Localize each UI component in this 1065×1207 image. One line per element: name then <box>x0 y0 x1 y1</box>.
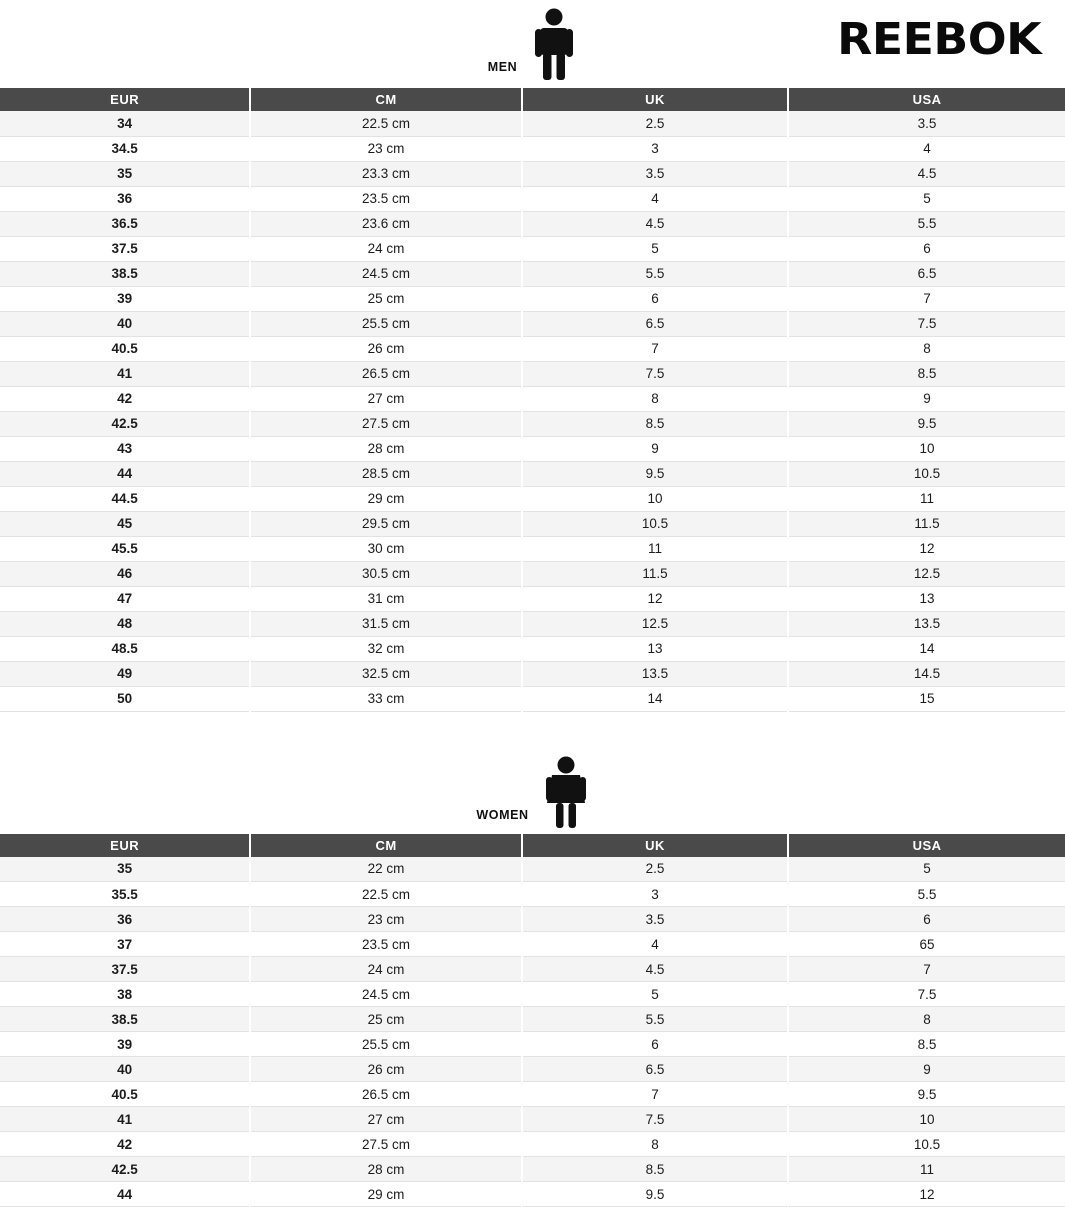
men-col-header-eur: EUR <box>0 88 250 111</box>
men-cell-uk: 12.5 <box>522 611 788 636</box>
men-cell-uk: 10.5 <box>522 511 788 536</box>
table-row <box>0 286 1065 311</box>
table-row <box>0 982 1065 1007</box>
women-cell-uk: 3 <box>522 882 788 907</box>
women-cell-eur: 44 <box>0 1182 250 1207</box>
section-divider <box>0 712 1065 748</box>
men-col-header-usa: USA <box>788 88 1065 111</box>
men-cell-usa: 12 <box>788 536 1065 561</box>
table-row <box>0 686 1065 711</box>
men-cell-cm: 29 cm <box>250 486 522 511</box>
women-cell-usa: 10.5 <box>788 1132 1065 1157</box>
men-cell-usa: 14.5 <box>788 661 1065 686</box>
table-row <box>0 386 1065 411</box>
men-cell-cm: 23.5 cm <box>250 186 522 211</box>
women-cell-cm: 26 cm <box>250 1057 522 1082</box>
men-cell-uk: 7 <box>522 336 788 361</box>
men-cell-usa: 9 <box>788 386 1065 411</box>
men-cell-uk: 11.5 <box>522 561 788 586</box>
women-cell-cm: 27 cm <box>250 1107 522 1132</box>
table-row <box>0 161 1065 186</box>
table-row <box>0 586 1065 611</box>
women-cell-usa: 11 <box>788 1157 1065 1182</box>
men-cell-eur: 47 <box>0 586 250 611</box>
men-cell-eur: 43 <box>0 436 250 461</box>
men-cell-uk: 12 <box>522 586 788 611</box>
women-cell-eur: 38.5 <box>0 1007 250 1032</box>
women-cell-cm: 29 cm <box>250 1182 522 1207</box>
women-cell-eur: 42.5 <box>0 1157 250 1182</box>
men-cell-eur: 37.5 <box>0 236 250 261</box>
men-cell-cm: 30.5 cm <box>250 561 522 586</box>
table-row <box>0 461 1065 486</box>
women-cell-eur: 38 <box>0 982 250 1007</box>
men-cell-eur: 41 <box>0 361 250 386</box>
women-cell-eur: 37 <box>0 932 250 957</box>
men-cell-uk: 3.5 <box>522 161 788 186</box>
men-cell-uk: 5.5 <box>522 261 788 286</box>
women-cell-eur: 36 <box>0 907 250 932</box>
women-cell-cm: 22 cm <box>250 857 522 882</box>
male-figure-icon <box>531 7 577 86</box>
men-label: MEN <box>488 60 518 74</box>
men-cell-eur: 34 <box>0 111 250 136</box>
men-cell-cm: 22.5 cm <box>250 111 522 136</box>
men-cell-usa: 15 <box>788 686 1065 711</box>
men-cell-uk: 14 <box>522 686 788 711</box>
women-cell-uk: 5 <box>522 982 788 1007</box>
men-cell-usa: 4 <box>788 136 1065 161</box>
men-cell-usa: 7 <box>788 286 1065 311</box>
women-cell-usa: 8.5 <box>788 1032 1065 1057</box>
men-cell-cm: 31.5 cm <box>250 611 522 636</box>
table-row <box>0 957 1065 982</box>
men-cell-uk: 13.5 <box>522 661 788 686</box>
women-cell-usa: 9 <box>788 1057 1065 1082</box>
women-col-header-eur: EUR <box>0 834 250 857</box>
women-cell-uk: 4.5 <box>522 957 788 982</box>
women-cell-usa: 10 <box>788 1107 1065 1132</box>
men-cell-cm: 26 cm <box>250 336 522 361</box>
men-cell-uk: 11 <box>522 536 788 561</box>
men-cell-cm: 29.5 cm <box>250 511 522 536</box>
female-figure-icon <box>543 755 589 834</box>
men-cell-eur: 39 <box>0 286 250 311</box>
men-cell-eur: 40 <box>0 311 250 336</box>
women-cell-cm: 26.5 cm <box>250 1082 522 1107</box>
women-col-header-uk: UK <box>522 834 788 857</box>
men-cell-cm: 25.5 cm <box>250 311 522 336</box>
men-cell-usa: 5 <box>788 186 1065 211</box>
women-cell-uk: 6.5 <box>522 1057 788 1082</box>
men-cell-eur: 48 <box>0 611 250 636</box>
women-cell-eur: 37.5 <box>0 957 250 982</box>
women-cell-usa: 12 <box>788 1182 1065 1207</box>
women-cell-uk: 8 <box>522 1132 788 1157</box>
men-cell-eur: 42.5 <box>0 411 250 436</box>
women-cell-cm: 24.5 cm <box>250 982 522 1007</box>
women-cell-uk: 5.5 <box>522 1007 788 1032</box>
women-cell-cm: 24 cm <box>250 957 522 982</box>
men-cell-uk: 3 <box>522 136 788 161</box>
table-row <box>0 136 1065 161</box>
men-cell-cm: 23 cm <box>250 136 522 161</box>
men-cell-eur: 45 <box>0 511 250 536</box>
men-cell-cm: 28 cm <box>250 436 522 461</box>
table-row <box>0 236 1065 261</box>
women-cell-eur: 41 <box>0 1107 250 1132</box>
men-cell-cm: 27 cm <box>250 386 522 411</box>
table-row <box>0 932 1065 957</box>
women-cell-uk: 9.5 <box>522 1182 788 1207</box>
women-cell-eur: 40 <box>0 1057 250 1082</box>
men-cell-uk: 6 <box>522 286 788 311</box>
men-cell-cm: 23.6 cm <box>250 211 522 236</box>
women-cell-uk: 3.5 <box>522 907 788 932</box>
men-cell-usa: 10.5 <box>788 461 1065 486</box>
women-cell-usa: 7 <box>788 957 1065 982</box>
men-cell-usa: 13 <box>788 586 1065 611</box>
table-row <box>0 261 1065 286</box>
men-cell-cm: 31 cm <box>250 586 522 611</box>
table-row <box>0 186 1065 211</box>
men-cell-usa: 9.5 <box>788 411 1065 436</box>
women-cell-cm: 27.5 cm <box>250 1132 522 1157</box>
men-cell-cm: 32 cm <box>250 636 522 661</box>
men-cell-uk: 9.5 <box>522 461 788 486</box>
table-row <box>0 111 1065 136</box>
men-cell-usa: 3.5 <box>788 111 1065 136</box>
men-size-table <box>0 88 1065 712</box>
table-row <box>0 1182 1065 1207</box>
women-cell-cm: 28 cm <box>250 1157 522 1182</box>
men-cell-usa: 7.5 <box>788 311 1065 336</box>
table-row <box>0 611 1065 636</box>
women-section-header <box>0 748 1065 834</box>
table-row <box>0 1107 1065 1132</box>
women-table-header-row <box>0 834 1065 857</box>
table-row <box>0 1082 1065 1107</box>
women-cell-usa: 8 <box>788 1007 1065 1032</box>
men-cell-usa: 13.5 <box>788 611 1065 636</box>
table-row <box>0 882 1065 907</box>
men-cell-usa: 6 <box>788 236 1065 261</box>
women-cell-usa: 5 <box>788 857 1065 882</box>
men-cell-uk: 2.5 <box>522 111 788 136</box>
women-cell-uk: 7.5 <box>522 1107 788 1132</box>
women-cell-cm: 25.5 cm <box>250 1032 522 1057</box>
men-table-header-row <box>0 88 1065 111</box>
men-cell-eur: 36.5 <box>0 211 250 236</box>
women-cell-cm: 23 cm <box>250 907 522 932</box>
men-cell-cm: 33 cm <box>250 686 522 711</box>
table-row <box>0 361 1065 386</box>
men-cell-uk: 7.5 <box>522 361 788 386</box>
table-row <box>0 907 1065 932</box>
men-cell-eur: 48.5 <box>0 636 250 661</box>
women-cell-eur: 35 <box>0 857 250 882</box>
men-cell-uk: 6.5 <box>522 311 788 336</box>
men-cell-usa: 5.5 <box>788 211 1065 236</box>
men-cell-eur: 45.5 <box>0 536 250 561</box>
table-row <box>0 486 1065 511</box>
men-cell-eur: 34.5 <box>0 136 250 161</box>
men-cell-usa: 11.5 <box>788 511 1065 536</box>
men-cell-uk: 4.5 <box>522 211 788 236</box>
women-cell-cm: 25 cm <box>250 1007 522 1032</box>
men-cell-cm: 25 cm <box>250 286 522 311</box>
table-row <box>0 511 1065 536</box>
men-cell-usa: 12.5 <box>788 561 1065 586</box>
men-cell-cm: 26.5 cm <box>250 361 522 386</box>
women-cell-eur: 40.5 <box>0 1082 250 1107</box>
men-cell-cm: 28.5 cm <box>250 461 522 486</box>
table-row <box>0 411 1065 436</box>
men-cell-usa: 8 <box>788 336 1065 361</box>
men-cell-usa: 10 <box>788 436 1065 461</box>
men-cell-uk: 13 <box>522 636 788 661</box>
men-cell-usa: 11 <box>788 486 1065 511</box>
men-cell-uk: 8.5 <box>522 411 788 436</box>
women-cell-cm: 22.5 cm <box>250 882 522 907</box>
men-section-header <box>0 0 1065 88</box>
men-cell-eur: 46 <box>0 561 250 586</box>
table-row <box>0 1032 1065 1057</box>
women-col-header-usa: USA <box>788 834 1065 857</box>
men-cell-eur: 40.5 <box>0 336 250 361</box>
women-cell-eur: 39 <box>0 1032 250 1057</box>
women-cell-eur: 42 <box>0 1132 250 1157</box>
men-cell-uk: 9 <box>522 436 788 461</box>
women-cell-usa: 6 <box>788 907 1065 932</box>
men-cell-usa: 8.5 <box>788 361 1065 386</box>
table-row <box>0 1157 1065 1182</box>
table-row <box>0 1132 1065 1157</box>
table-row <box>0 336 1065 361</box>
men-col-header-uk: UK <box>522 88 788 111</box>
table-row <box>0 857 1065 882</box>
men-cell-usa: 14 <box>788 636 1065 661</box>
women-cell-usa: 7.5 <box>788 982 1065 1007</box>
women-cell-usa: 65 <box>788 932 1065 957</box>
men-cell-uk: 5 <box>522 236 788 261</box>
table-row <box>0 1007 1065 1032</box>
men-cell-usa: 6.5 <box>788 261 1065 286</box>
table-row <box>0 211 1065 236</box>
women-cell-uk: 2.5 <box>522 857 788 882</box>
men-cell-eur: 44.5 <box>0 486 250 511</box>
women-size-table <box>0 834 1065 1207</box>
table-row <box>0 661 1065 686</box>
women-cell-usa: 5.5 <box>788 882 1065 907</box>
men-cell-eur: 36 <box>0 186 250 211</box>
men-cell-cm: 30 cm <box>250 536 522 561</box>
table-row <box>0 1057 1065 1082</box>
women-cell-usa: 9.5 <box>788 1082 1065 1107</box>
men-cell-cm: 23.3 cm <box>250 161 522 186</box>
women-col-header-cm: CM <box>250 834 522 857</box>
table-row <box>0 436 1065 461</box>
men-col-header-cm: CM <box>250 88 522 111</box>
men-cell-eur: 50 <box>0 686 250 711</box>
men-cell-uk: 4 <box>522 186 788 211</box>
women-cell-uk: 6 <box>522 1032 788 1057</box>
brand-logo: REEBOK <box>837 18 1041 62</box>
men-cell-cm: 24.5 cm <box>250 261 522 286</box>
men-cell-eur: 38.5 <box>0 261 250 286</box>
men-cell-eur: 44 <box>0 461 250 486</box>
men-cell-eur: 42 <box>0 386 250 411</box>
women-figure-group <box>0 748 1065 836</box>
women-cell-uk: 8.5 <box>522 1157 788 1182</box>
women-cell-cm: 23.5 cm <box>250 932 522 957</box>
men-cell-uk: 8 <box>522 386 788 411</box>
men-cell-cm: 32.5 cm <box>250 661 522 686</box>
women-cell-eur: 35.5 <box>0 882 250 907</box>
women-label: WOMEN <box>476 808 528 822</box>
women-cell-uk: 4 <box>522 932 788 957</box>
table-row <box>0 561 1065 586</box>
men-cell-cm: 27.5 cm <box>250 411 522 436</box>
men-cell-usa: 4.5 <box>788 161 1065 186</box>
men-cell-eur: 49 <box>0 661 250 686</box>
men-cell-eur: 35 <box>0 161 250 186</box>
table-row <box>0 636 1065 661</box>
table-row <box>0 311 1065 336</box>
men-cell-uk: 10 <box>522 486 788 511</box>
table-row <box>0 536 1065 561</box>
men-cell-cm: 24 cm <box>250 236 522 261</box>
women-cell-uk: 7 <box>522 1082 788 1107</box>
